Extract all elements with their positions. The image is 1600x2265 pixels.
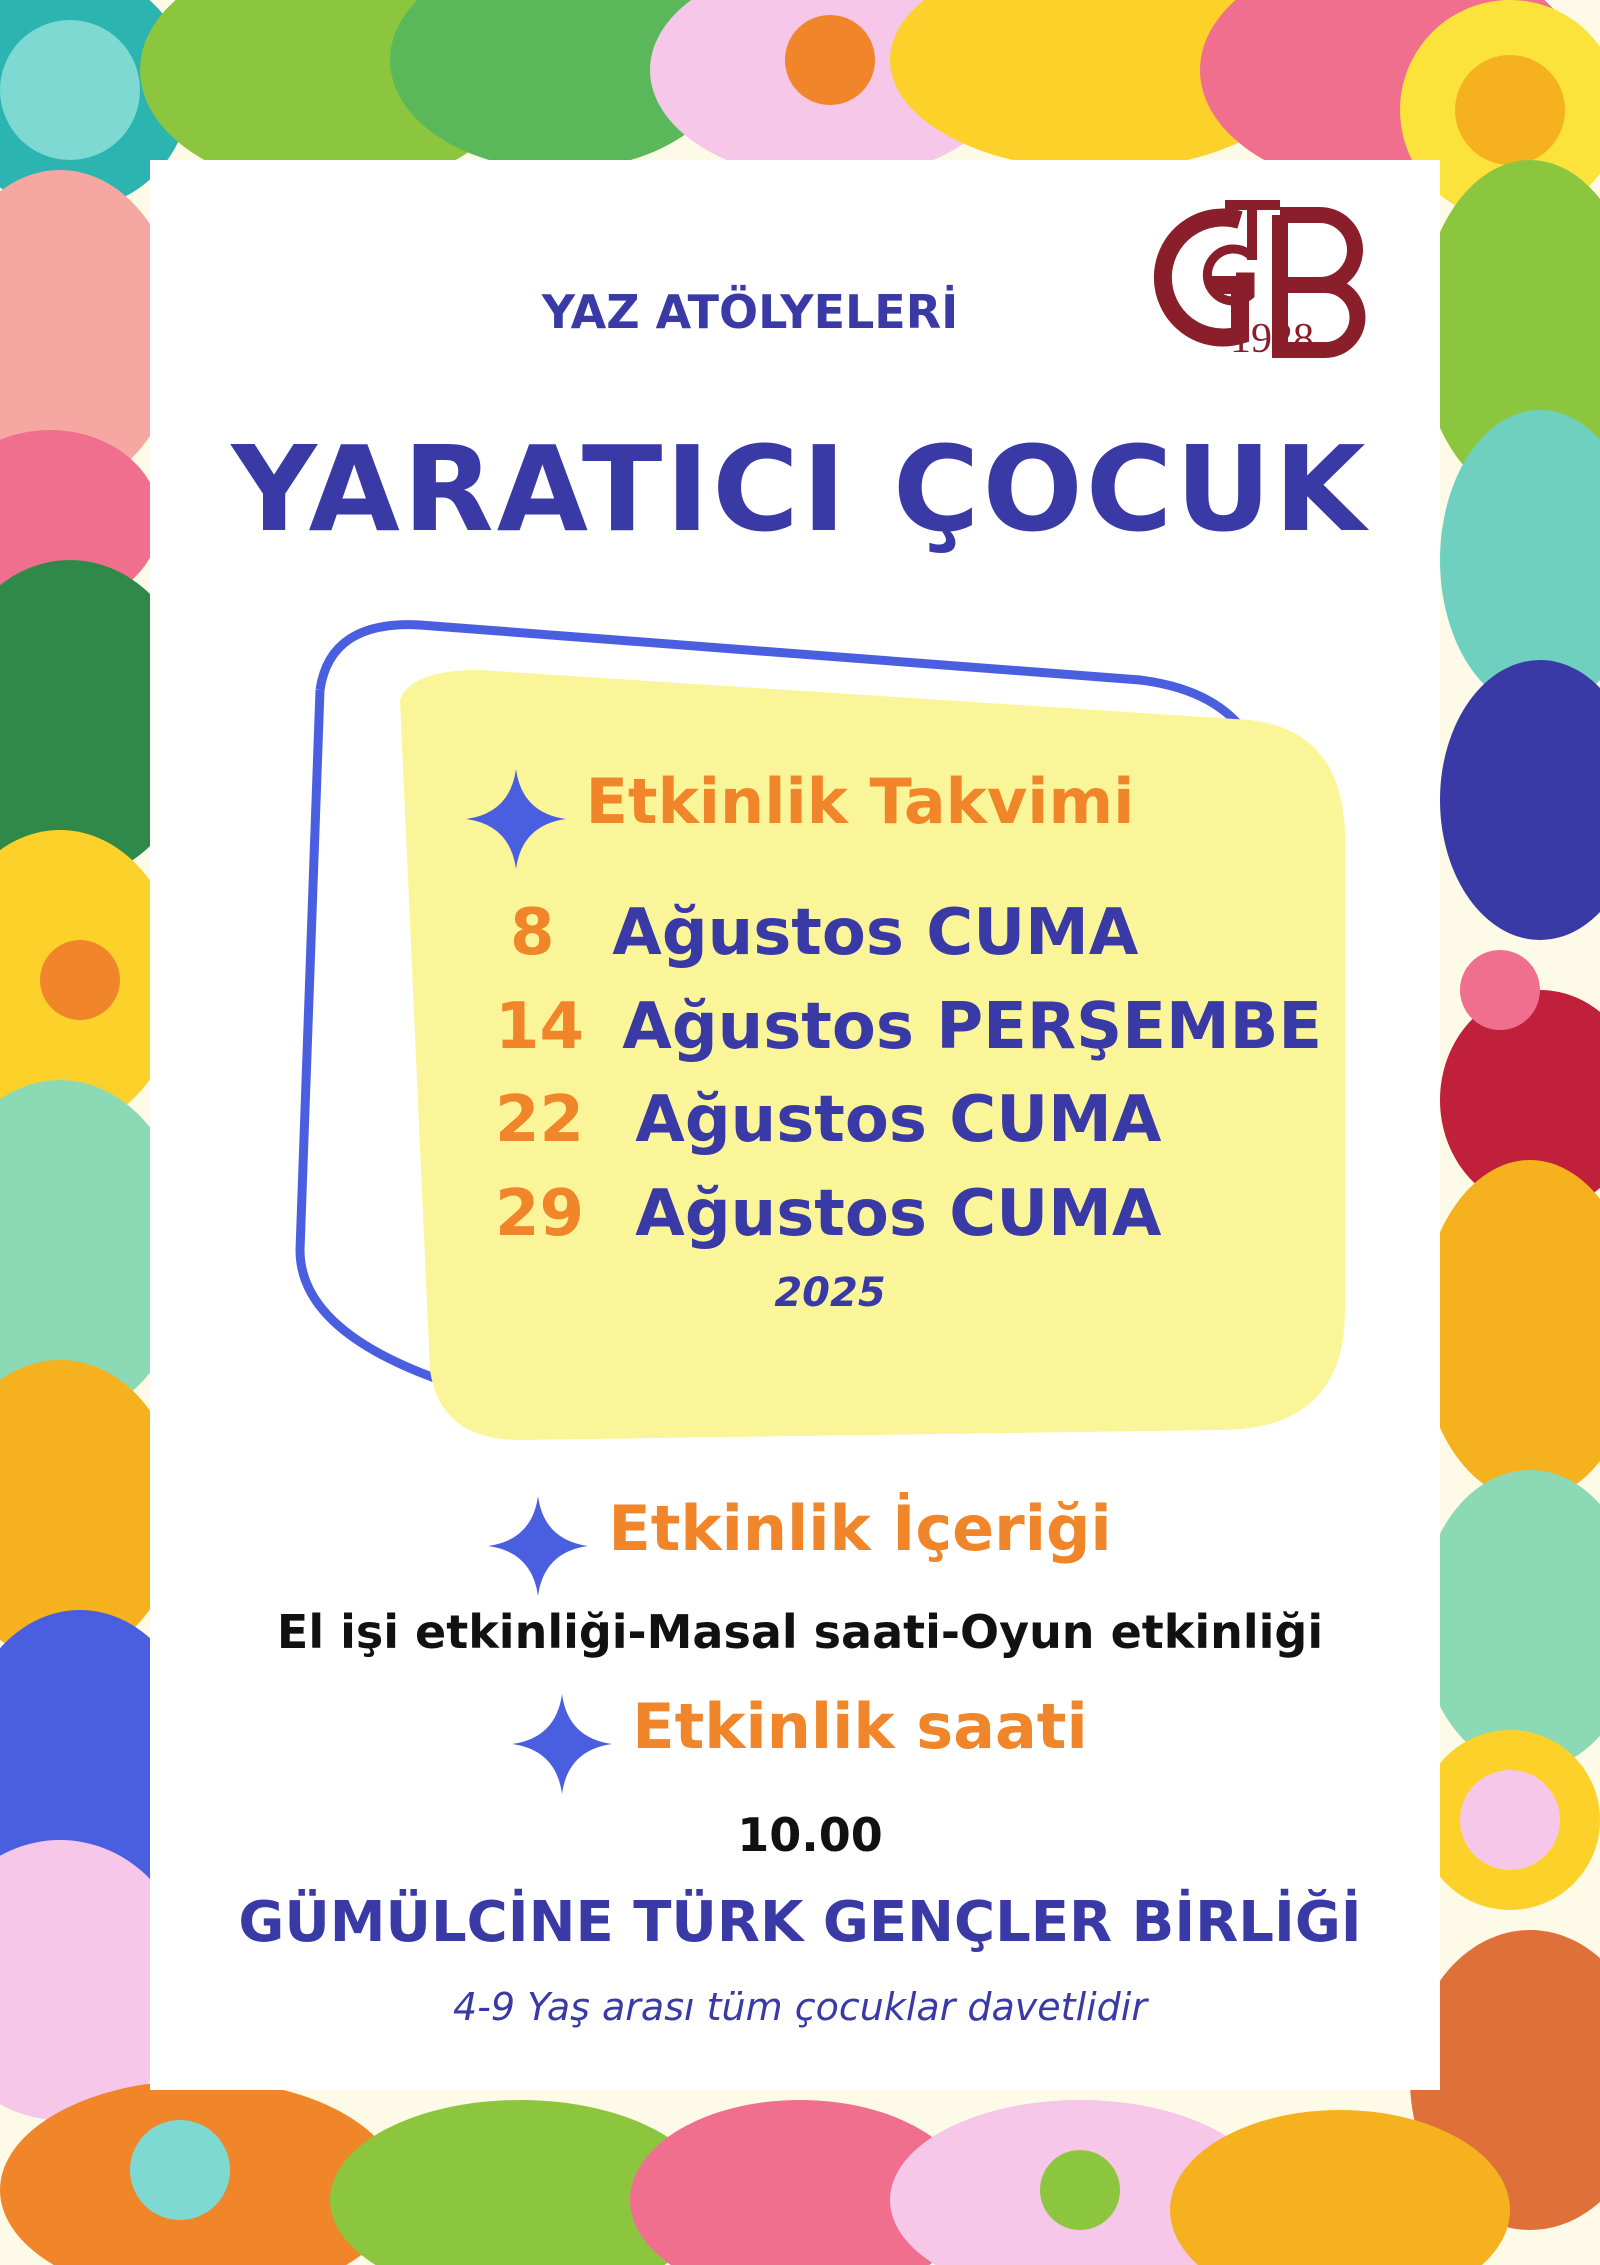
- sparkle-star-icon: [466, 769, 566, 869]
- schedule-heading: Etkinlik Takvimi: [585, 765, 1135, 838]
- schedule-year: 2025: [774, 1270, 886, 1316]
- content-description: El işi etkinliği-Masal saati-Oyun etkinliği: [276, 1605, 1324, 1659]
- organization-name: GÜMÜLCİNE TÜRK GENÇLER BİRLİĞİ: [238, 1890, 1362, 1955]
- schedule-heading-row: [0, 765, 1600, 869]
- date-text: Ağustos CUMA: [612, 896, 1139, 970]
- date-day: 8: [510, 896, 555, 970]
- date-text: Ağustos CUMA: [635, 1083, 1162, 1157]
- time-heading-row: [0, 1690, 1600, 1794]
- time-heading: Etkinlik saati: [632, 1690, 1088, 1763]
- gtgb-logo: [1130, 185, 1390, 375]
- date-day: 22: [495, 1083, 585, 1157]
- content-heading-row: [0, 1492, 1600, 1596]
- sparkle-star-icon: [488, 1496, 588, 1596]
- date-line: [495, 1083, 1161, 1157]
- date-text: Ağustos CUMA: [635, 1177, 1162, 1251]
- event-time: 10.00: [737, 1808, 883, 1862]
- date-line: [495, 990, 1322, 1064]
- content-heading: Etkinlik İçeriği: [608, 1492, 1112, 1565]
- sparkle-star-icon: [512, 1694, 612, 1794]
- date-text: Ağustos PERŞEMBE: [622, 990, 1323, 1064]
- date-line: [510, 896, 1138, 970]
- date-day: 29: [495, 1177, 585, 1251]
- page-title: YARATICI ÇOCUK: [231, 420, 1369, 558]
- page-subtitle: YAZ ATÖLYELERİ: [541, 285, 959, 339]
- logo-year: 1928: [1230, 316, 1314, 362]
- date-line: [495, 1177, 1161, 1251]
- invitation-note: 4-9 Yaş arası tüm çocuklar davetlidir: [452, 1985, 1147, 2029]
- date-day: 14: [495, 990, 585, 1064]
